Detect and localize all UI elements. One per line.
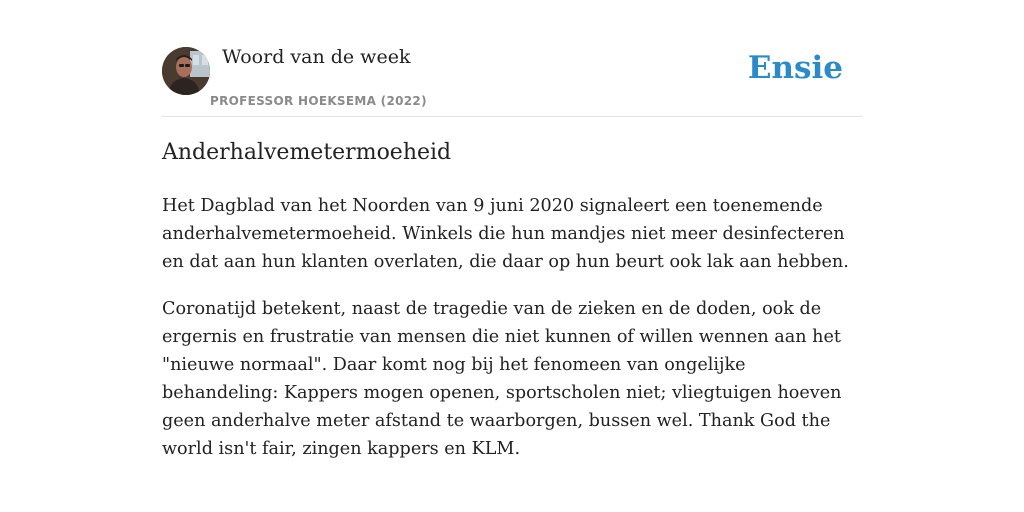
author-byline: PROFESSOR HOEKSEMA (2022) [210,94,427,108]
article-paragraph-2: Coronatijd betekent, naast de tragedie van de zieken en de doden, ook de ergernis en frustratie van mensen die niet kunnen of willen wennen aan het "nieuwe normaal". Daar komt nog bij het fenomeen van ongelijke behandeling: Kappers mogen openen, sportscholen niet; vliegtuigen hoeven geen anderhalve meter afstand te waarborgen, bussen wel. Thank God the world isn't fair, zingen kappers en KLM. [162,299,842,459]
article-paragraph-1: Het Dagblad van het Noorden van 9 juni 2020 signaleert een toenemende anderhalvemetermoeheid. Winkels die hun mandjes niet meer desinfecteren en dat aan hun klanten overlaten, die daar op hun beurt ook lak aan hebben. [162,196,849,272]
word-title: Anderhalvemetermoeheid [162,140,452,165]
brand-logo[interactable]: Ensie [747,50,843,86]
avatar [162,47,210,95]
person-photo-icon [162,47,210,95]
word-card [162,0,862,459]
header-title: Woord van de week [222,46,411,68]
card-header [162,0,862,117]
